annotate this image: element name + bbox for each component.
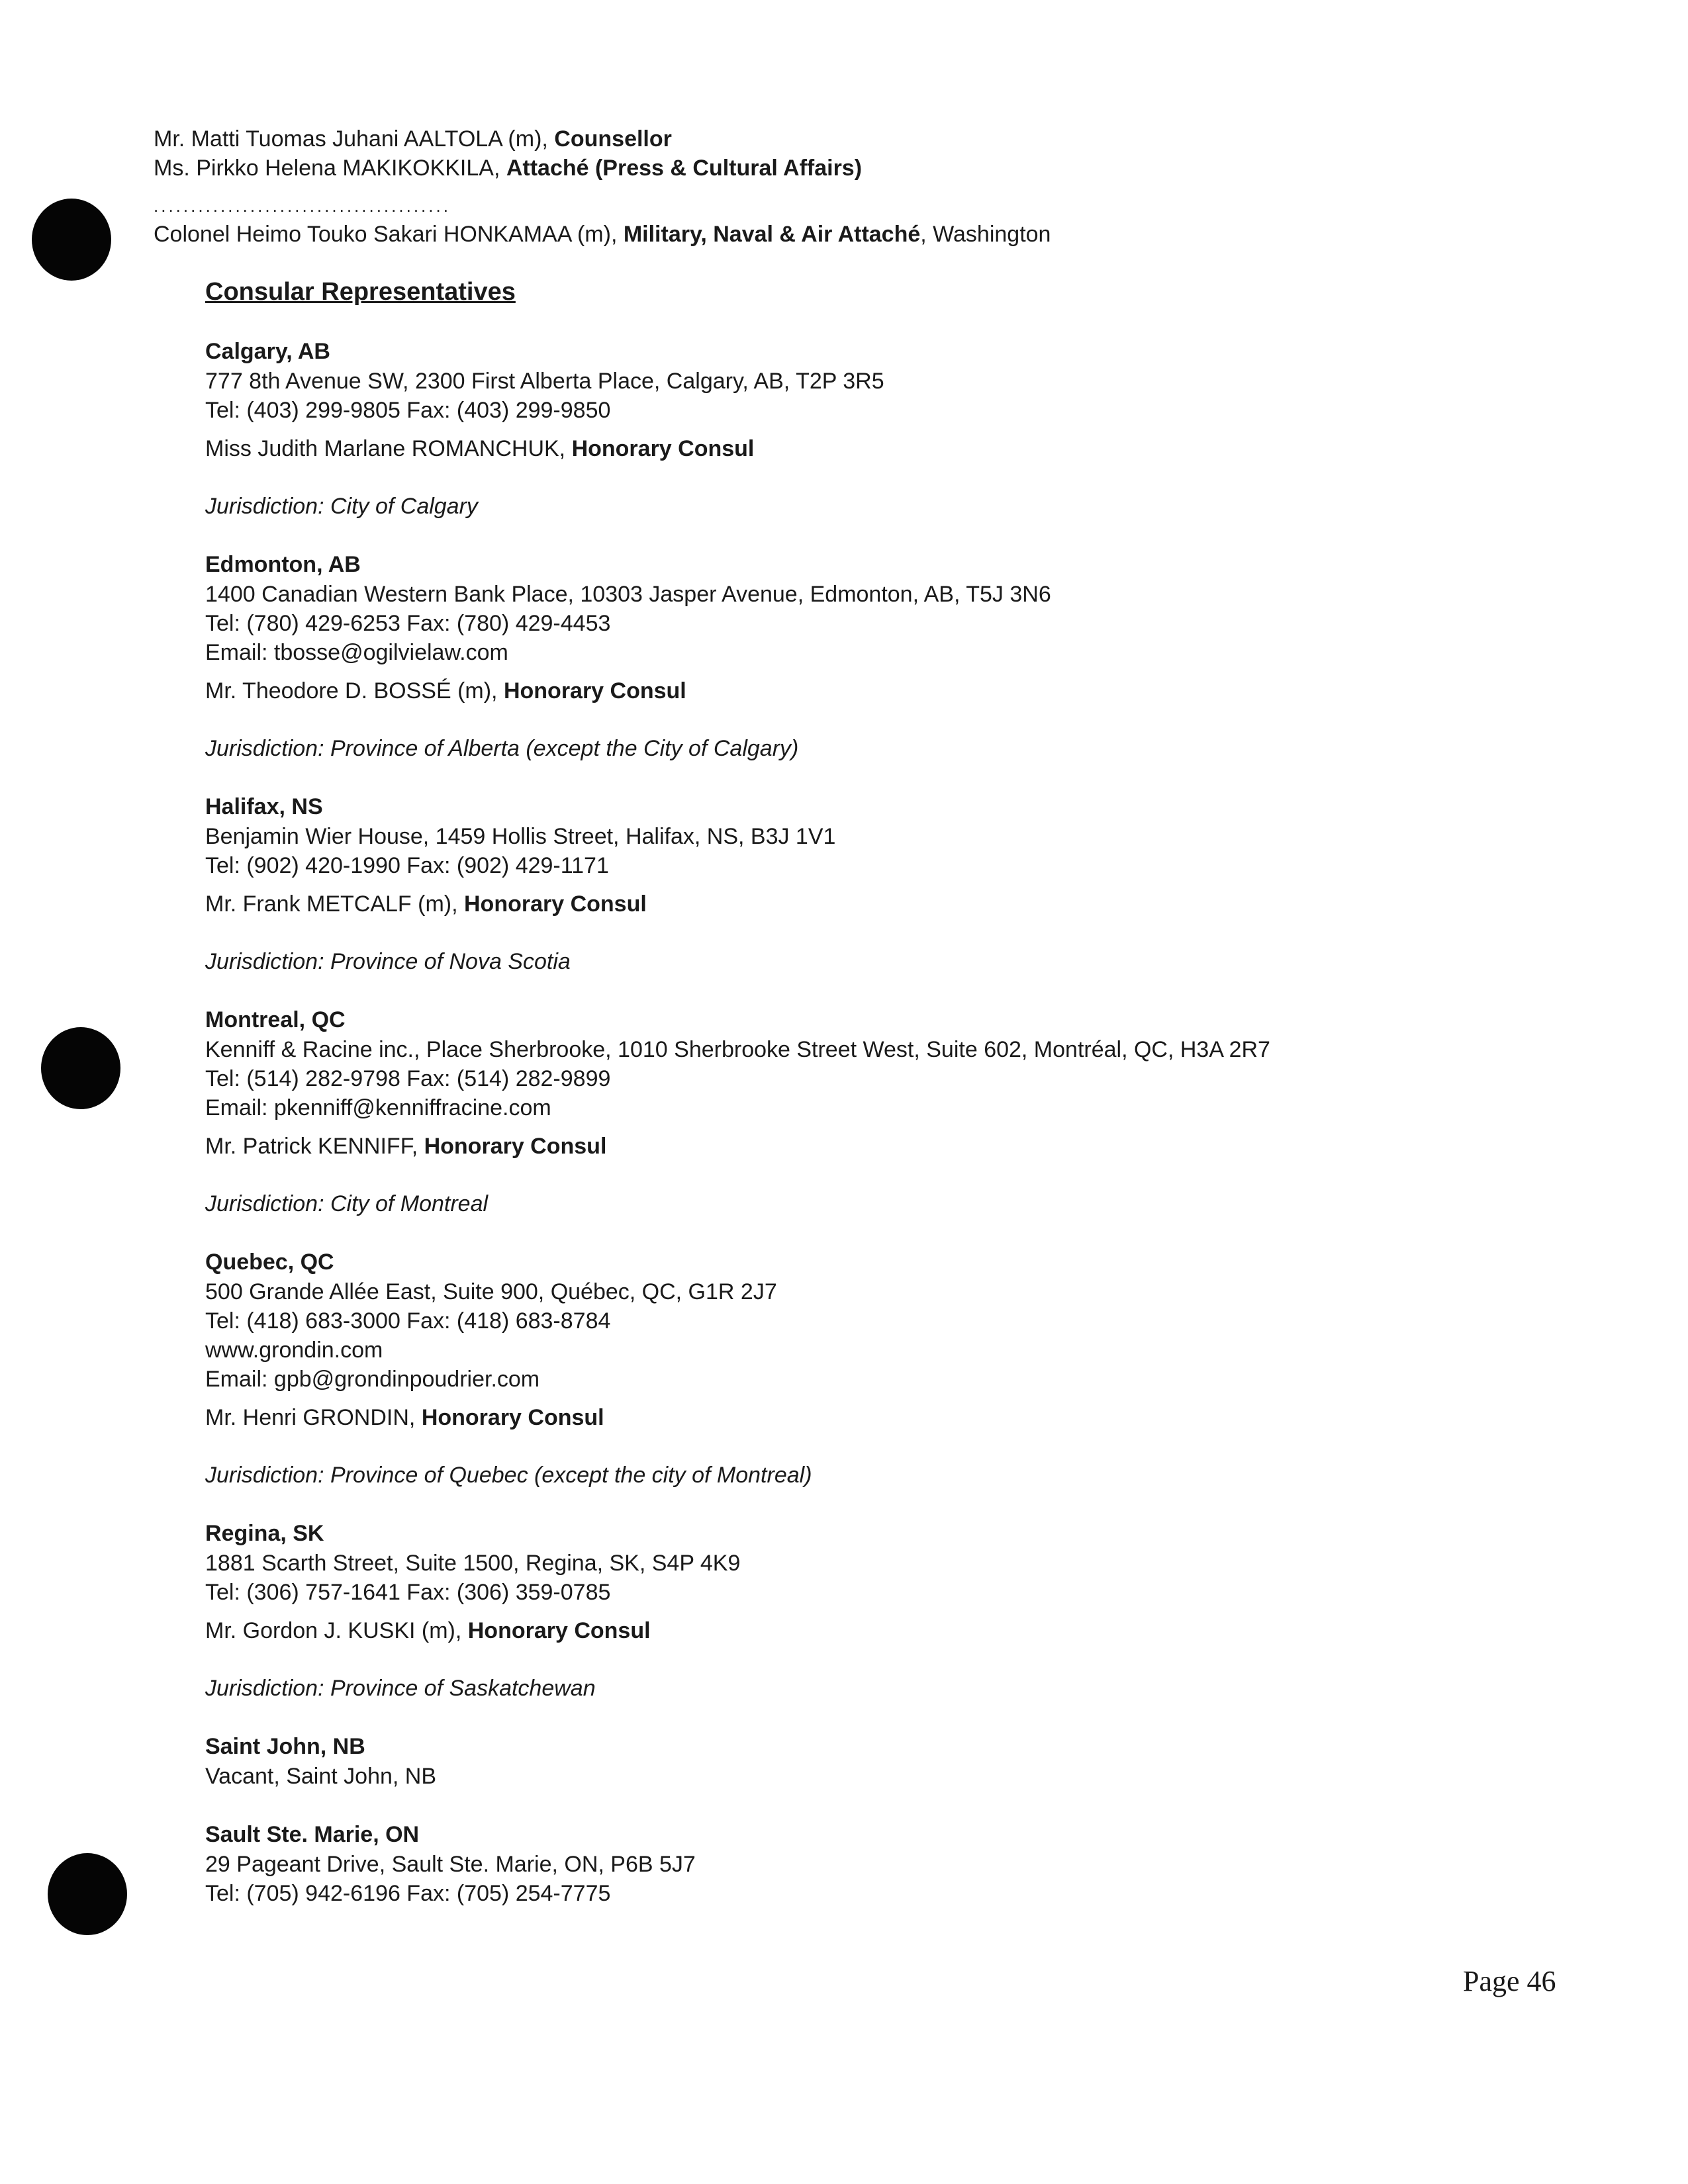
- consul-role: Honorary Consul: [424, 1134, 607, 1159]
- office-detail-line: 1881 Scarth Street, Suite 1500, Regina, SK, S4P 4K9: [205, 1551, 741, 1576]
- separator: ........................................: [154, 196, 451, 216]
- consulate-entry: [205, 1819, 1562, 1908]
- punch-hole-middle: [41, 1027, 120, 1109]
- jurisdiction: Jurisdiction: City of Montreal: [205, 1191, 489, 1216]
- jurisdiction: Jurisdiction: City of Calgary: [205, 494, 478, 519]
- jurisdiction: Jurisdiction: Province of Alberta (except the City of Calgary): [205, 736, 799, 761]
- punch-hole-bottom: [48, 1853, 127, 1935]
- consulate-entry: [205, 1247, 1562, 1490]
- section-heading: Consular Representatives: [205, 278, 516, 306]
- jurisdiction: Jurisdiction: Province of Quebec (except the city of Montreal): [205, 1463, 812, 1488]
- consulate-entry: [205, 1005, 1562, 1218]
- staff-title: Counsellor: [554, 126, 672, 152]
- consul-role: Honorary Consul: [467, 1618, 651, 1643]
- office-detail-line: 500 Grande Allée East, Suite 900, Québec, QC, G1R 2J7: [205, 1279, 777, 1304]
- consul-role: Honorary Consul: [503, 678, 686, 704]
- office-city: Regina, SK: [205, 1521, 324, 1546]
- consul-role: Honorary Consul: [421, 1405, 604, 1430]
- offices-list: [205, 336, 1562, 1908]
- military-title: Military, Naval & Air Attaché: [623, 222, 921, 247]
- consul-line: Mr. Frank METCALF (m), Honorary Consul: [205, 891, 647, 917]
- office-city: Sault Ste. Marie, ON: [205, 1822, 420, 1847]
- consulate-entry: [205, 549, 1562, 763]
- office-detail-line: Kenniff & Racine inc., Place Sherbrooke, 1010 Sherbrooke Street West, Suite 602, Montréal, QC, H3A 2R7: [205, 1037, 1270, 1062]
- office-detail-line: www.grondin.com: [205, 1338, 383, 1363]
- office-detail-line: Email: gpb@grondinpoudrier.com: [205, 1367, 540, 1392]
- consulate-entry: [205, 1731, 1562, 1791]
- office-detail-line: Tel: (780) 429-6253 Fax: (780) 429-4453: [205, 611, 611, 636]
- page-number: Page 46: [1463, 1965, 1556, 1997]
- consul-role: Honorary Consul: [571, 436, 755, 461]
- office-city: Halifax, NS: [205, 794, 323, 819]
- office-city: Calgary, AB: [205, 339, 330, 364]
- office-city: Quebec, QC: [205, 1250, 334, 1275]
- consul-role: Honorary Consul: [464, 891, 647, 917]
- punch-hole-top: [32, 199, 111, 281]
- office-detail-line: Vacant, Saint John, NB: [205, 1764, 437, 1789]
- office-detail-line: Email: pkenniff@kenniffracine.com: [205, 1095, 551, 1120]
- office-detail-line: 777 8th Avenue SW, 2300 First Alberta Place, Calgary, AB, T2P 3R5: [205, 369, 884, 394]
- office-detail-line: Email: tbosse@ogilvielaw.com: [205, 640, 508, 665]
- office-detail-line: 1400 Canadian Western Bank Place, 10303 Jasper Avenue, Edmonton, AB, T5J 3N6: [205, 582, 1051, 607]
- military-attache-line: Colonel Heimo Touko Sakari HONKAMAA (m), Military, Naval & Air Attaché, Washington: [154, 222, 1051, 247]
- consul-line: Mr. Gordon J. KUSKI (m), Honorary Consul: [205, 1618, 651, 1643]
- office-detail-line: Tel: (418) 683-3000 Fax: (418) 683-8784: [205, 1308, 611, 1334]
- consul-line: Mr. Patrick KENNIFF, Honorary Consul: [205, 1134, 607, 1159]
- consul-line: Miss Judith Marlane ROMANCHUK, Honorary Consul: [205, 436, 755, 461]
- office-detail-line: Tel: (514) 282-9798 Fax: (514) 282-9899: [205, 1066, 611, 1091]
- office-city: Montreal, QC: [205, 1007, 346, 1032]
- office-detail-line: Tel: (902) 420-1990 Fax: (902) 429-1171: [205, 853, 609, 878]
- staff-line: Mr. Matti Tuomas Juhani AALTOLA (m), Counsellor: [154, 126, 672, 152]
- office-city: Edmonton, AB: [205, 552, 361, 577]
- office-detail-line: Tel: (705) 942-6196 Fax: (705) 254-7775: [205, 1881, 611, 1906]
- jurisdiction: Jurisdiction: Province of Saskatchewan: [205, 1676, 596, 1701]
- office-detail-line: Benjamin Wier House, 1459 Hollis Street, Halifax, NS, B3J 1V1: [205, 824, 836, 849]
- jurisdiction: Jurisdiction: Province of Nova Scotia: [205, 949, 571, 974]
- office-detail-line: 29 Pageant Drive, Sault Ste. Marie, ON, P6B 5J7: [205, 1852, 696, 1877]
- office-detail-line: Tel: (306) 757-1641 Fax: (306) 359-0785: [205, 1580, 611, 1605]
- staff-line: Ms. Pirkko Helena MAKIKOKKILA, Attaché (Press & Cultural Affairs): [154, 156, 863, 181]
- consulate-entry: [205, 1518, 1562, 1703]
- staff-title: Attaché (Press & Cultural Affairs): [506, 156, 863, 181]
- consul-line: Mr. Henri GRONDIN, Honorary Consul: [205, 1405, 604, 1430]
- staff-list: [154, 124, 862, 183]
- consulate-entry: [205, 792, 1562, 976]
- office-detail-line: Tel: (403) 299-9805 Fax: (403) 299-9850: [205, 398, 611, 423]
- consulate-entry: [205, 336, 1562, 521]
- office-city: Saint John, NB: [205, 1734, 365, 1759]
- consul-line: Mr. Theodore D. BOSSÉ (m), Honorary Consul: [205, 678, 686, 704]
- consular-section: [205, 275, 1562, 1936]
